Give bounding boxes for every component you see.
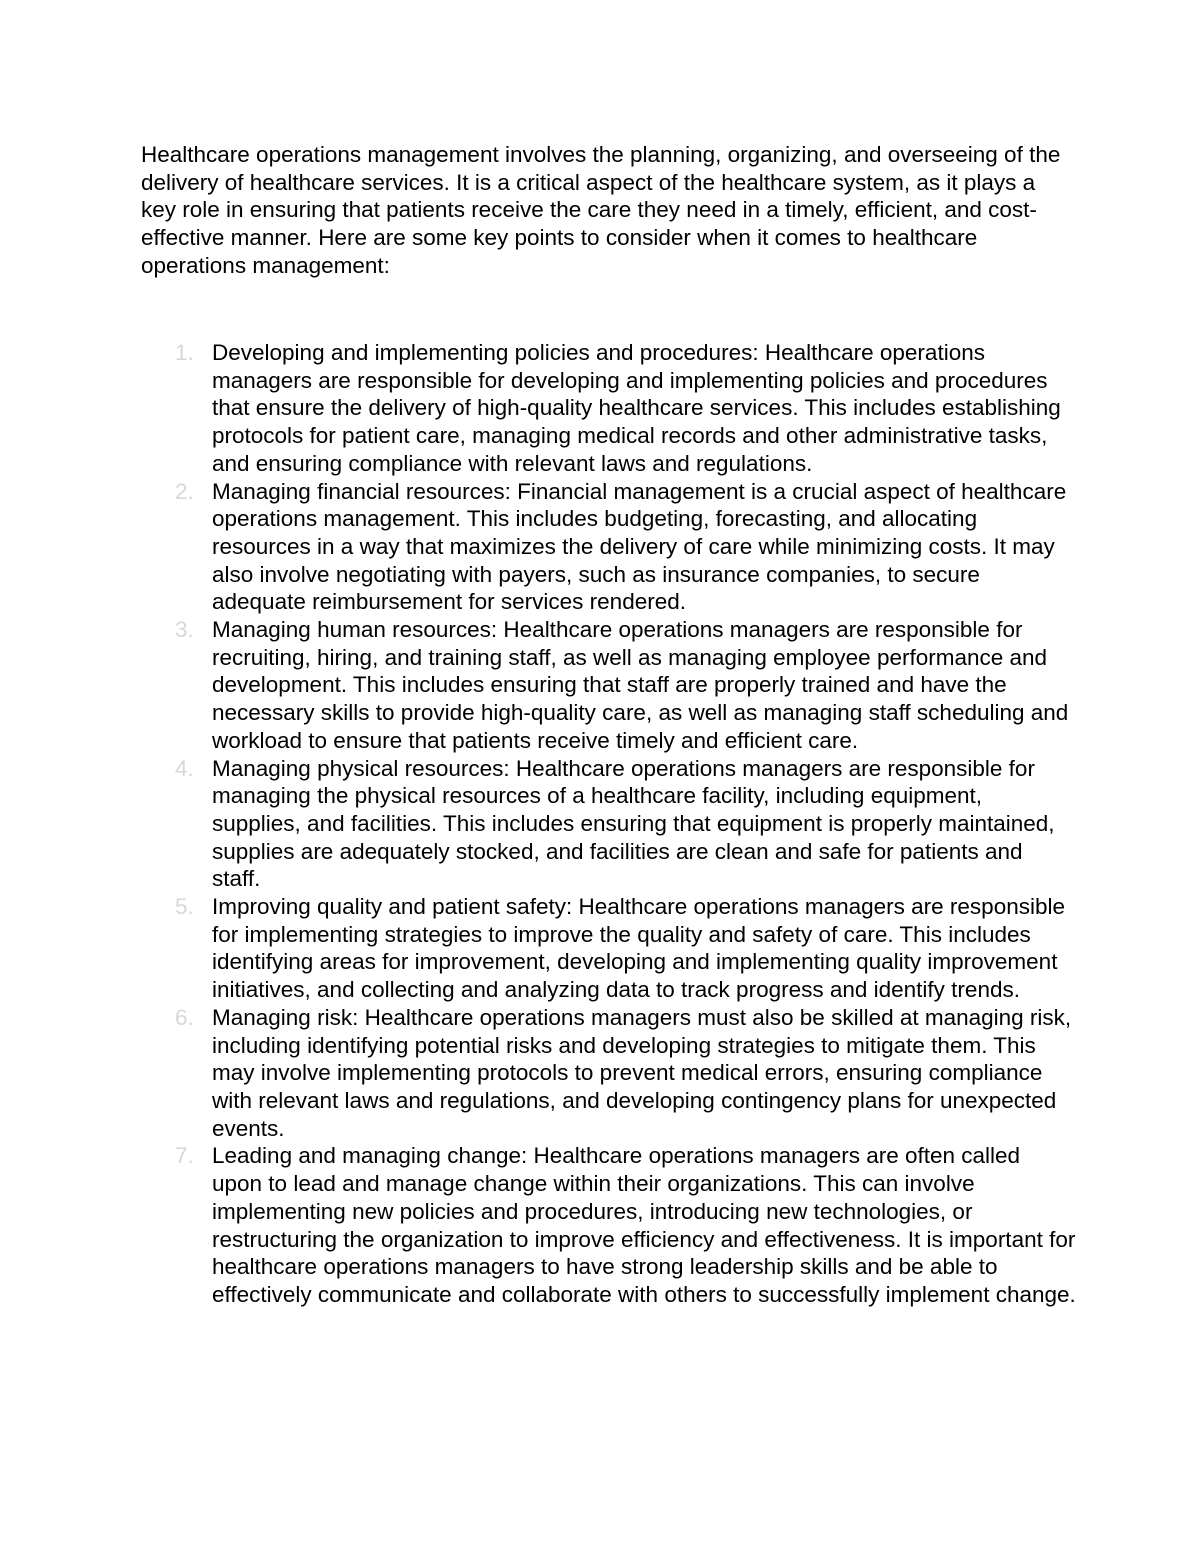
- list-item: [141, 755, 1076, 894]
- list-item-text: Developing and implementing policies and procedures: Healthcare operations managers are responsible for developing and implementing policies and procedures that ensure the delivery of high-quality healthcare services. This includes establishing protocols for patient care, managing medical records and other administrative tasks, and ensuring compliance with relevant laws and regulations.: [212, 340, 1061, 476]
- list-item-number: 1.: [175, 340, 194, 365]
- intro-paragraph: Healthcare operations management involves the planning, organizing, and overseeing of the delivery of healthcare services. It is a critical aspect of the healthcare system, as it plays a key role in ensuring that patients receive the care they need in a timely, efficient, and cost-effective manner. Here are some key points to consider when it comes to healthcare operations management:: [141, 142, 1061, 278]
- list-item: [141, 616, 1076, 755]
- list-item-text: Managing risk: Healthcare operations managers must also be skilled at managing risk, including identifying potential risks and developing strategies to mitigate them. This may involve implementing protocols to prevent medical errors, ensuring compliance with relevant laws and regulations, and developing contingency plans for unexpected events.: [212, 1004, 1072, 1141]
- list-item: [141, 1004, 1076, 1143]
- list-item: [141, 339, 1076, 478]
- list-item-number: 4.: [175, 755, 194, 781]
- list-item-number: 6.: [175, 1004, 194, 1030]
- list-item-text: Managing human resources: Healthcare operations managers are responsible for recruiting, hiring, and training staff, as well as managing employee performance and development. This includes ensuring that staff are properly trained and have the necessary skills to provide high-quality care, as well as managing staff scheduling and workload to ensure that patients receive timely and efficient care.: [212, 617, 1069, 753]
- list-item-text: Improving quality and patient safety: Healthcare operations managers are responsible for implementing strategies to improve the quality and safety of care. This includes identifying areas for improvement, developing and implementing quality improvement initiatives, and collecting and analyzing data to track progress and identify trends.: [212, 894, 1065, 1003]
- list-item-number: 7.: [175, 1143, 194, 1169]
- list-item-text: Managing physical resources: Healthcare operations managers are responsible for managing the physical resources of a healthcare facility, including equipment, supplies, and facilities. This includes ensuring that equipment is properly maintained, supplies are adequately stocked, and facilities are clean and safe for patients and staff.: [212, 755, 1055, 892]
- list-item-text: Managing financial resources: Financial management is a crucial aspect of healthcare operations management. This includes budgeting, forecasting, and allocating resources in a way that maximizes the delivery of care while minimizing costs. It may also involve negotiating with payers, such as insurance companies, to secure adequate reimbursement for services rendered.: [212, 478, 1067, 615]
- list-item-number: 2.: [175, 478, 194, 504]
- list-item-number: 3.: [175, 617, 194, 643]
- list-item: [141, 478, 1076, 617]
- key-points-list: [141, 339, 1076, 1309]
- list-item-text: Leading and managing change: Healthcare operations managers are often called upon to lead and manage change within their organizations. This can involve implementing new policies and procedures, introducing new technologies, or restructuring the organization to improve efficiency and effectiveness. It is important for healthcare operations managers to have strong leadership skills and be able to effectively communicate and collaborate with others to successfully implement change.: [212, 1143, 1076, 1307]
- list-item: [141, 893, 1076, 1004]
- list-item-number: 5.: [175, 894, 194, 920]
- list-item: [141, 1142, 1076, 1308]
